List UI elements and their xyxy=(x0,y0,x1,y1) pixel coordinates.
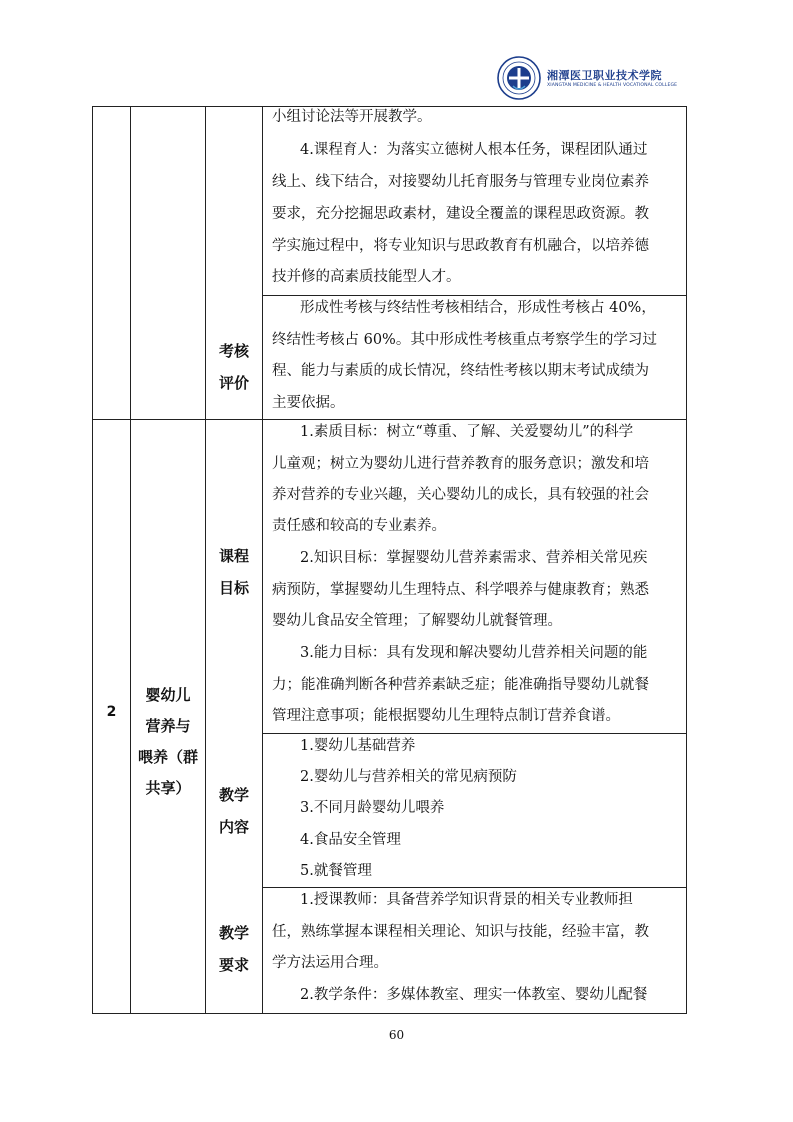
course-name-line: 共享） xyxy=(145,779,191,797)
label-line: 考核 xyxy=(218,342,249,360)
course-goal-label xyxy=(206,540,262,604)
paragraph-line: 线上、线下结合，对接婴幼儿托育服务与管理专业岗位素养 xyxy=(272,174,649,190)
column-divider xyxy=(130,107,131,1013)
course-table xyxy=(92,106,687,1014)
teaching-requirement-label xyxy=(206,917,262,981)
paragraph-line: 2.教学条件：多媒体教室、理实一体教室、婴幼儿配餐 xyxy=(300,987,648,1003)
college-seal-icon xyxy=(497,56,541,100)
label-line: 目标 xyxy=(218,579,249,597)
teaching-content-label xyxy=(206,779,262,843)
label-line: 教学 xyxy=(218,924,249,942)
paragraph-line: 学实施过程中，将专业知识与思政教育有机融合，以培养德 xyxy=(272,238,649,254)
paragraph-line: 学方法运用合理。 xyxy=(272,955,388,971)
paragraph-line: 任，熟练掌握本课程相关理论、知识与技能，经验丰富，教 xyxy=(272,924,649,940)
college-logo xyxy=(497,56,683,100)
course-number: 2 xyxy=(106,704,117,720)
paragraph-line: 4.课程育人：为落实立德树人根本任务，课程团队通过 xyxy=(300,142,648,158)
course-name-line: 营养与 xyxy=(145,717,191,735)
label-line: 内容 xyxy=(218,818,249,836)
paragraph-line: 1.授课教师：具备营养学知识背景的相关专业教师担 xyxy=(300,892,633,908)
paragraph-line: 要求，充分挖掘思政素材，建设全覆盖的课程思政资源。教 xyxy=(272,206,649,222)
assessment-label xyxy=(206,335,262,399)
page-number: 60 xyxy=(388,1028,405,1042)
paragraph-line: 责任感和较高的专业素养。 xyxy=(272,518,446,534)
paragraph-line: 小组讨论法等开展教学。 xyxy=(272,109,432,125)
paragraph-line: 终结性考核占 60%。其中形成性考核重点考察学生的学习过 xyxy=(272,332,657,348)
paragraph-line: 婴幼儿食品安全管理；了解婴幼儿就餐管理。 xyxy=(272,613,562,629)
paragraph-line: 管理注意事项；能根据婴幼儿生理特点制订营养食谱。 xyxy=(272,708,620,724)
college-name: 湘潭医卫职业技术学院 xyxy=(547,69,662,82)
paragraph-line: 1.素质目标：树立“尊重、了解、关爱婴幼儿”的科学 xyxy=(300,424,634,440)
content-item: 1.婴幼儿基础营养 xyxy=(300,738,416,754)
content-item: 2.婴幼儿与营养相关的常见病预防 xyxy=(300,769,517,785)
paragraph-line: 力；能准确判断各种营养素缺乏症；能准确指导婴幼儿就餐 xyxy=(272,677,649,693)
paragraph-line: 技并修的高素质技能型人才。 xyxy=(272,269,461,285)
course-name xyxy=(131,680,205,804)
paragraph-line: 2.知识目标：掌握婴幼儿营养素需求、营养相关常见疾 xyxy=(300,550,648,566)
label-line: 课程 xyxy=(218,547,249,565)
label-line: 教学 xyxy=(218,786,249,804)
paragraph-line: 形成性考核与终结性考核相结合，形成性考核占 40%， xyxy=(300,300,656,316)
content-item: 3.不同月龄婴幼儿喂养 xyxy=(300,800,445,816)
paragraph-line: 主要依据。 xyxy=(272,395,345,411)
college-english-name: XIANGTAN MEDICINE & HEALTH VOCATIONAL COLLEGE xyxy=(547,83,678,88)
paragraph-line: 儿童观；树立为婴幼儿进行营养教育的服务意识；激发和培 xyxy=(272,456,649,472)
column-divider xyxy=(262,107,263,1013)
label-line: 要求 xyxy=(218,956,249,974)
content-item: 5.就餐管理 xyxy=(300,863,372,879)
paragraph-line: 3.能力目标：具有发现和解决婴幼儿营养相关问题的能 xyxy=(300,645,648,661)
paragraph-line: 病预防，掌握婴幼儿生理特点、科学喂养与健康教育；熟悉 xyxy=(272,582,649,598)
course-name-line: 喂养（群 xyxy=(137,748,198,766)
content-item: 4.食品安全管理 xyxy=(300,832,401,848)
course-name-line: 婴幼儿 xyxy=(145,686,191,704)
paragraph-line: 程、能力与素质的成长情况，终结性考核以期末考试成绩为 xyxy=(272,363,649,379)
label-line: 评价 xyxy=(218,374,249,392)
paragraph-line: 养对营养的专业兴趣，关心婴幼儿的成长，具有较强的社会 xyxy=(272,487,649,503)
